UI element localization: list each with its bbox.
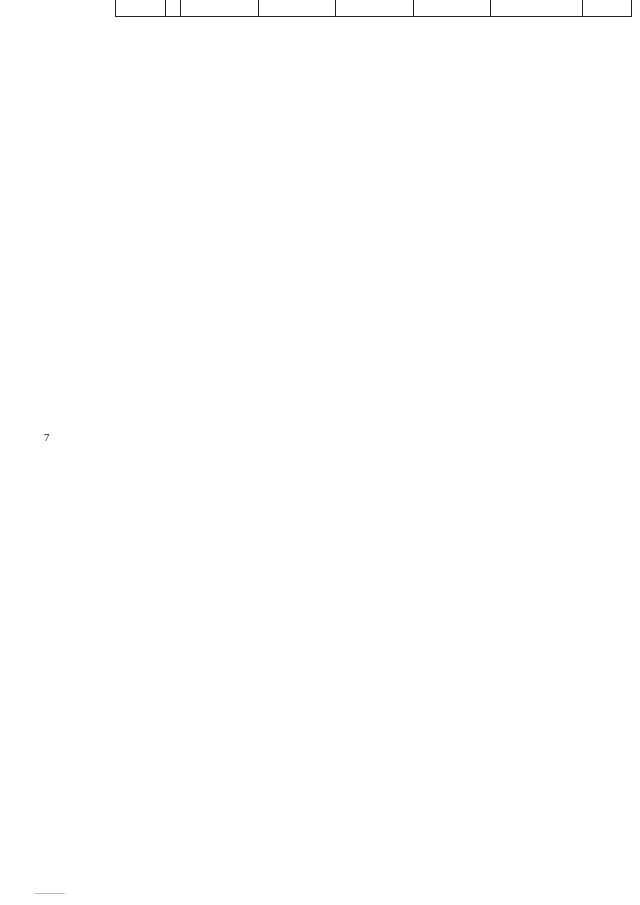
table-row <box>491 0 583 17</box>
header-row <box>116 0 141 17</box>
table-row <box>336 0 414 17</box>
table-row <box>258 0 336 17</box>
row-number <box>491 0 583 17</box>
activities-table <box>115 0 632 17</box>
column-number <box>165 0 180 17</box>
page-number: 7 <box>44 432 50 444</box>
row-number <box>258 0 336 17</box>
row-number <box>583 0 632 17</box>
header-num <box>116 0 166 17</box>
table-row <box>180 0 258 17</box>
column-number-row <box>165 0 180 17</box>
table-row <box>413 0 491 17</box>
row-number <box>413 0 491 17</box>
row-number <box>180 0 258 17</box>
row-number <box>336 0 414 17</box>
table-row <box>583 0 632 17</box>
scan-artifact <box>35 893 65 894</box>
